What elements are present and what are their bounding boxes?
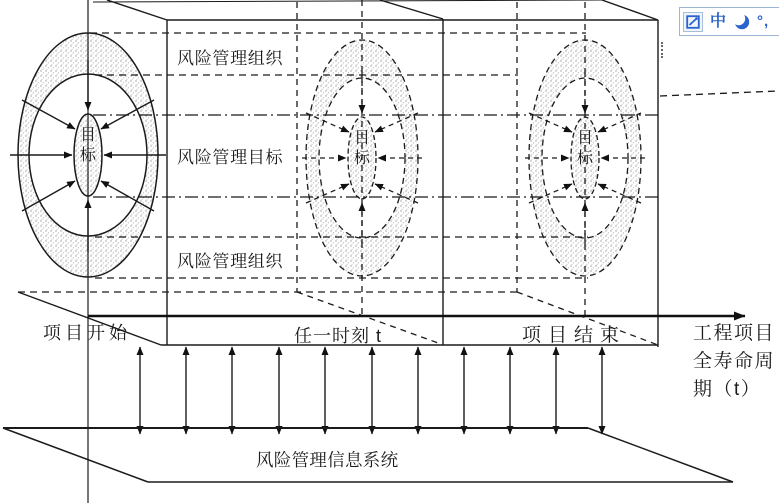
goal-char-2: 标 <box>576 150 593 167</box>
guide-lines <box>18 0 778 345</box>
any-time-label: 任一时刻 t <box>294 326 383 346</box>
ime-chinese-mode-button[interactable]: 中 <box>710 12 727 30</box>
ime-logo-icon <box>686 15 700 29</box>
project-start-label: 项目开始 <box>43 323 131 343</box>
text-cursor-artifact <box>661 42 663 58</box>
info-system-label: 风险管理信息系统 <box>256 450 399 470</box>
goal-label-end <box>574 129 596 169</box>
goal-label-any-time <box>351 129 373 169</box>
project-end-label: 项目结束 <box>522 325 627 346</box>
ime-halfwidth-moon-icon[interactable] <box>733 13 750 30</box>
lifecycle-axis-label: 工程项目全寿命周期（t） <box>693 323 776 400</box>
ime-toolbar <box>679 7 779 36</box>
goal-char-2: 标 <box>79 147 96 164</box>
risk-goal-label: 风险管理目标 <box>177 148 284 167</box>
ime-logo-button[interactable] <box>683 12 703 32</box>
ime-punctuation-button[interactable]: °, <box>757 13 770 30</box>
goal-char-1: 目 <box>576 130 593 147</box>
risk-org-label-top: 风险管理组织 <box>177 49 284 68</box>
goal-char-2: 标 <box>353 150 370 167</box>
risk-org-label-bottom: 风险管理组织 <box>177 252 284 271</box>
coupling-arrows <box>140 347 602 434</box>
goal-char-1: 目 <box>353 130 370 147</box>
goal-label-start <box>77 126 99 166</box>
goal-char-1: 目 <box>79 127 96 144</box>
